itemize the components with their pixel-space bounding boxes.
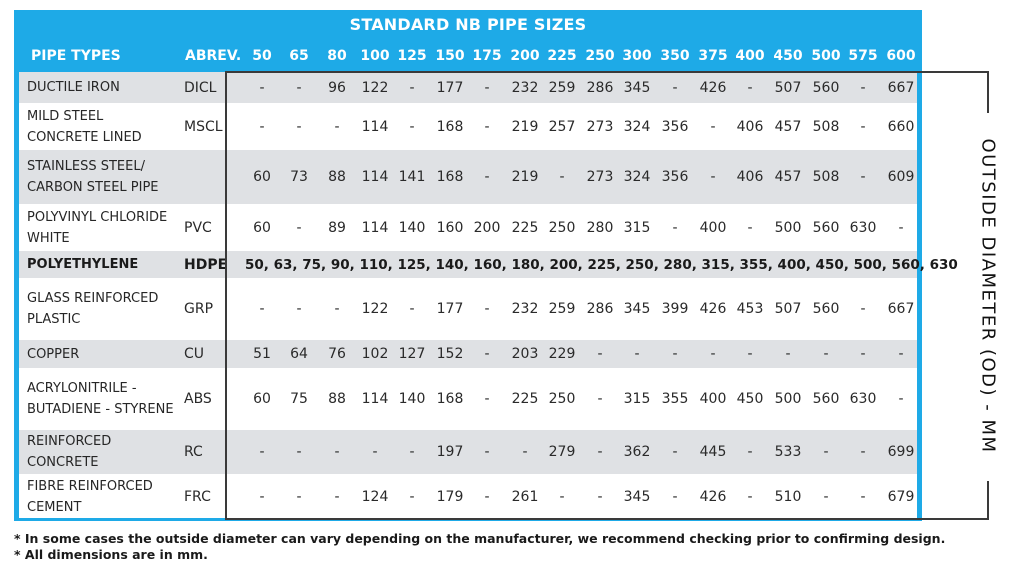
od-value-cell: 140 [398,391,426,407]
od-value-cell: 152 [436,346,464,362]
table-row [19,150,917,204]
od-value-cell: - [296,444,302,460]
od-value-cell: 510 [774,489,802,505]
abrev-cell: FRC [184,489,211,505]
od-value-cell: 232 [511,301,539,317]
od-value-cell: 229 [548,346,576,362]
abrev-cell: CU [184,346,205,362]
od-value-cell: - [597,346,603,362]
od-value-cell: 560 [812,301,840,317]
od-value-cell: 630 [849,391,877,407]
od-value-cell: 250 [548,391,576,407]
od-value-cell: - [409,79,415,96]
od-value-cell: - [860,169,866,185]
od-value-cell: - [898,219,904,236]
od-value-cell: - [597,391,603,407]
od-value-cell: 356 [661,169,689,185]
header-size-400: 400 [735,48,765,64]
od-value-cell: 699 [887,444,915,460]
od-value-cell: 630 [849,219,877,236]
od-value-cell: 60 [253,219,271,236]
od-value-cell: 168 [436,169,464,185]
pipe-type-line: ACRYLONITRILE - [27,381,137,396]
pipe-type-cell [27,476,153,518]
od-value-cell: 261 [511,489,539,505]
header-abrev: ABREV. [185,48,242,64]
abrev-cell: RC [184,444,203,460]
od-value-cell: 60 [253,391,271,407]
od-value-cell: - [672,489,678,505]
abrev-cell: GRP [184,301,214,317]
od-value-cell: 426 [699,489,727,505]
header-size-350: 350 [660,48,690,64]
pipe-type-cell [27,288,158,330]
pipe-type-cell [27,431,111,473]
header-size-300: 300 [622,48,652,64]
od-value-cell: 88 [328,391,346,407]
od-value-cell: - [334,444,340,460]
od-value-cell: - [484,118,490,135]
hdpe-sizes-cell: 50, 63, 75, 90, 110, 125, 140, 160, 180, 200, 225, 250, 280, 315, 355, 400, 450, 500, 560, 630 [245,256,958,273]
pipe-type-line: CONCRETE [27,455,99,470]
abrev-cell: ABS [184,391,212,407]
header-size-575: 575 [848,48,878,64]
od-value-cell: - [823,444,829,460]
od-value-cell: - [785,346,791,362]
table-title: STANDARD NB PIPE SIZES [349,15,587,34]
od-value-cell: - [672,444,678,460]
od-value-cell: 124 [361,489,389,505]
od-value-cell: 406 [736,169,764,185]
table-row [19,204,917,251]
od-value-cell: 225 [511,219,539,236]
header-size-65: 65 [289,48,309,64]
od-value-cell: 203 [511,346,539,362]
od-value-cell: - [860,489,866,505]
od-value-cell: 280 [586,219,614,236]
od-value-cell: - [747,79,753,96]
od-value-cell: 355 [661,391,689,407]
abrev-cell: DICL [184,79,217,96]
od-value-cell: 102 [361,346,389,362]
abrev-cell: HDPE [184,256,228,273]
od-value-cell: - [484,79,490,96]
od-value-cell: 89 [328,219,346,236]
od-value-cell: 168 [436,118,464,135]
pipe-type-cell [27,77,120,98]
od-value-cell: 286 [586,301,614,317]
od-value-cell: 453 [736,301,764,317]
od-value-cell: 406 [736,118,764,135]
od-value-cell: 177 [436,301,464,317]
od-value-cell: 259 [548,301,576,317]
od-value-cell: - [747,219,753,236]
od-value-cell: - [409,301,415,317]
od-value-cell: 60 [253,169,271,185]
od-value-cell: - [634,346,640,362]
od-value-cell: - [747,444,753,460]
od-value-cell: - [710,169,716,185]
od-value-cell: - [296,219,302,236]
od-value-cell: 324 [623,118,651,135]
od-value-cell: - [597,489,603,505]
table-body [19,72,958,518]
od-value-cell: - [296,118,302,135]
od-value-cell: 200 [473,219,501,236]
pipe-type-line: POLYETHYLENE [27,257,139,272]
od-value-cell: 179 [436,489,464,505]
od-value-cell: 273 [586,169,614,185]
od-value-cell: - [747,489,753,505]
od-value-cell: 445 [699,444,727,460]
od-value-cell: 73 [290,169,308,185]
od-value-cell: - [296,301,302,317]
header-size-450: 450 [773,48,803,64]
od-value-cell: 140 [398,219,426,236]
od-value-cell: 114 [361,219,389,236]
od-value-cell: 560 [812,79,840,96]
od-value-cell: - [823,346,829,362]
od-value-cell: - [484,346,490,362]
od-value-cell: 257 [548,118,576,135]
od-value-cell: 560 [812,391,840,407]
pipe-type-cell [27,156,159,198]
od-value-cell: 219 [511,118,539,135]
header-size-200: 200 [510,48,540,64]
od-value-cell: 345 [623,79,651,96]
od-value-cell: 345 [623,489,651,505]
od-value-cell: 160 [436,219,464,236]
od-value-cell: 362 [623,444,651,460]
od-value-cell: 345 [623,301,651,317]
pipe-type-line: BUTADIENE - STYRENE [27,402,174,417]
od-value-cell: 400 [699,219,727,236]
od-value-cell: - [860,444,866,460]
abrev-cell: PVC [184,219,212,236]
od-value-cell: 508 [812,169,840,185]
od-value-cell: - [898,391,904,407]
pipe-type-cell [27,344,79,365]
od-value-cell: 219 [511,169,539,185]
od-value-cell: 315 [623,391,651,407]
od-value-cell: - [409,489,415,505]
od-value-cell: - [522,444,528,460]
od-value-cell: 324 [623,169,651,185]
od-value-cell: - [672,219,678,236]
od-value-cell: - [484,489,490,505]
od-value-cell: 507 [774,79,802,96]
od-value-cell: 259 [548,79,576,96]
footnotes [14,531,945,563]
od-value-cell: - [372,444,378,460]
od-value-cell: 500 [774,219,802,236]
od-value-cell: 232 [511,79,539,96]
od-value-cell: - [296,79,302,96]
pipe-type-line: WHITE [27,230,70,246]
od-value-cell: 400 [699,391,727,407]
pipe-type-line: PLASTIC [27,312,81,327]
od-value-cell: 457 [774,169,802,185]
pipe-type-line: CEMENT [27,500,82,515]
od-value-cell: 114 [361,169,389,185]
od-value-cell: 76 [328,346,346,362]
od-value-cell: 114 [361,391,389,407]
header-size-50: 50 [252,48,272,64]
od-value-cell: - [860,301,866,317]
pipe-type-line: COPPER [27,346,80,362]
pipe-type-cell [27,106,142,148]
table-row [19,72,917,103]
od-value-cell: 225 [511,391,539,407]
table-row [19,251,958,278]
header-size-225: 225 [547,48,577,64]
od-value-cell: - [710,118,716,135]
pipe-type-cell [27,254,138,275]
od-value-cell: 127 [398,346,426,362]
od-value-cell: 51 [253,346,271,362]
pipe-type-line: CARBON STEEL PIPE [27,180,159,195]
table-header-row [14,41,922,72]
od-value-cell: - [259,444,265,460]
od-axis-label: OUTSIDE DIAMETER (OD) - MM [977,138,999,454]
od-value-cell: 114 [361,118,389,135]
header-size-500: 500 [811,48,841,64]
od-value-cell: 609 [887,169,915,185]
od-value-cell: 660 [887,118,915,135]
header-size-100: 100 [360,48,390,64]
od-value-cell: 315 [623,219,651,236]
od-value-cell: 88 [328,169,346,185]
od-value-cell: 457 [774,118,802,135]
od-value-cell: - [672,346,678,362]
pipe-type-line: FIBRE REINFORCED [27,479,153,494]
od-value-cell: - [860,346,866,362]
od-value-cell: - [559,169,565,185]
od-value-cell: 168 [436,391,464,407]
od-value-cell: - [710,346,716,362]
table-row [19,340,917,368]
od-value-cell: 279 [548,444,576,460]
od-value-cell: - [409,118,415,135]
od-value-cell: - [484,391,490,407]
table-row [19,474,917,520]
od-value-cell: 122 [361,301,389,317]
footnote-units: * All dimensions are in mm. [14,547,208,562]
od-value-cell: - [860,79,866,96]
od-value-cell: 399 [661,301,689,317]
header-size-600: 600 [886,48,916,64]
od-value-cell: - [259,79,265,96]
pipe-type-cell [27,207,167,249]
header-pipe-types: PIPE TYPES [31,48,121,64]
od-value-cell: 75 [290,391,308,407]
table-row [19,103,917,150]
od-value-cell: - [823,489,829,505]
od-value-cell: 508 [812,118,840,135]
od-value-cell: - [259,489,265,505]
od-value-cell: 667 [887,301,915,317]
pipe-type-line: CONCRETE LINED [27,129,142,145]
od-value-cell: 667 [887,79,915,96]
od-value-cell: - [484,301,490,317]
od-value-cell: - [334,118,340,135]
od-value-cell: - [334,301,340,317]
od-value-cell: - [597,444,603,460]
od-value-cell: 141 [398,169,426,185]
od-value-cell: 507 [774,301,802,317]
od-value-cell: 500 [774,391,802,407]
od-value-cell: 177 [436,79,464,96]
abrev-cell: MSCL [184,118,223,135]
od-value-cell: - [334,489,340,505]
pipe-type-line: MILD STEEL [27,108,104,124]
od-value-cell: 426 [699,79,727,96]
od-value-cell: - [747,346,753,362]
table-row [19,278,917,340]
od-value-cell: - [484,444,490,460]
header-size-375: 375 [698,48,728,64]
od-value-cell: - [409,444,415,460]
pipe-type-line: POLYVINYL CHLORIDE [27,209,168,225]
od-value-cell: - [898,346,904,362]
od-value-cell: 450 [736,391,764,407]
od-value-cell: 273 [586,118,614,135]
header-size-175: 175 [472,48,502,64]
od-value-cell: - [559,489,565,505]
od-value-cell: 679 [887,489,915,505]
od-value-cell: 286 [586,79,614,96]
table-row [19,368,917,430]
od-value-cell: 533 [774,444,802,460]
od-value-cell: - [296,489,302,505]
pipe-type-line: REINFORCED [27,434,112,449]
od-value-cell: 197 [436,444,464,460]
od-value-cell: - [860,118,866,135]
od-value-cell: 426 [699,301,727,317]
od-value-cell: - [672,79,678,96]
header-size-80: 80 [327,48,347,64]
header-size-125: 125 [397,48,427,64]
od-value-cell: 250 [548,219,576,236]
header-size-150: 150 [435,48,465,64]
od-value-cell: - [259,118,265,135]
pipe-type-line: GLASS REINFORCED [27,291,159,306]
od-value-cell: 560 [812,219,840,236]
pipe-type-line: DUCTILE IRON [27,80,120,95]
od-value-cell: 64 [290,346,308,362]
od-value-cell: 122 [361,79,389,96]
pipe-type-cell [27,378,174,420]
od-value-cell: - [484,169,490,185]
od-value-cell: 96 [328,79,346,96]
header-size-250: 250 [585,48,615,64]
od-value-cell: 356 [661,118,689,135]
pipe-type-line: STAINLESS STEEL/ [27,159,145,174]
od-value-cell: - [259,301,265,317]
footnote-variation: * In some cases the outside diameter can vary depending on the manufacturer, we recommend checking prior to confirming design. [14,531,946,546]
table-row [19,430,917,474]
